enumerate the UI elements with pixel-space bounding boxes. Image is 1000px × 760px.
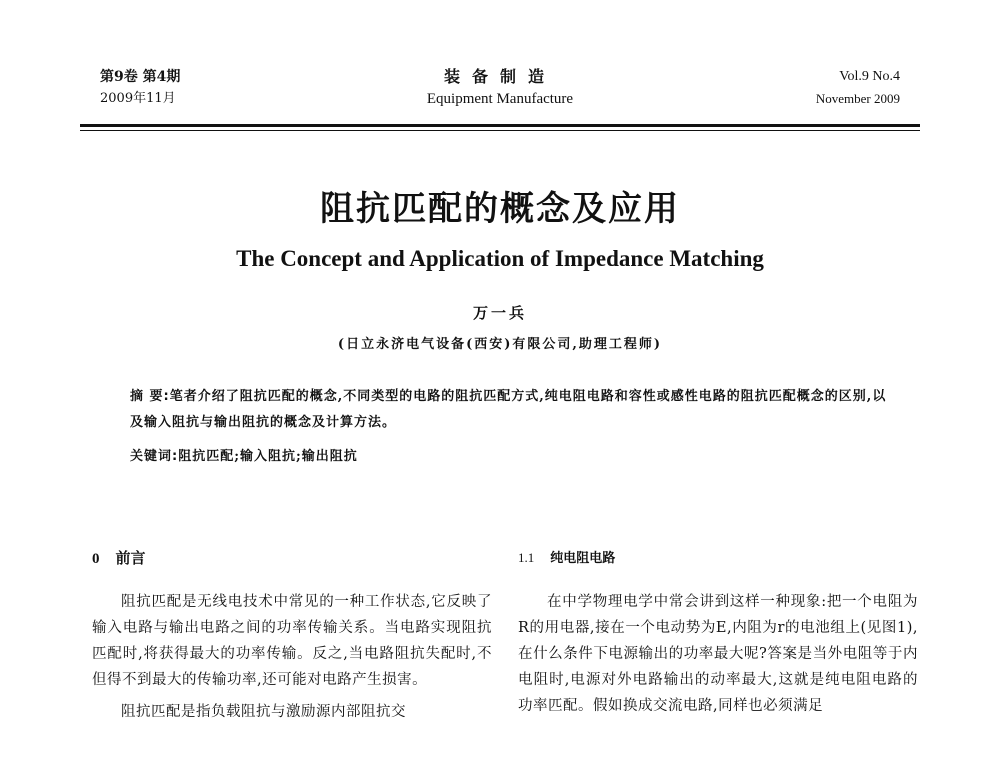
section-heading-preface <box>92 546 492 571</box>
header-volume-issue: 第9卷 第4期 <box>100 69 181 85</box>
right-column <box>518 546 918 760</box>
paper-title-zh: 阻抗匹配的概念及应用 <box>320 189 680 229</box>
paper-title-en: The Concept and Application of Impedance Matching <box>236 246 764 271</box>
keywords-text: 阻抗匹配;输入阻抗;输出阻抗 <box>178 449 358 464</box>
body-paragraph: 阻抗匹配是指负载阻抗与激励源内部阻抗交 <box>121 704 406 720</box>
subsection-number: 1.1 <box>518 550 535 565</box>
header-rule-thick <box>80 124 920 127</box>
body-paragraph: 在中学物理电学中常会讲到这样一种现象:把一个电阻为R的用电器,接在一个电动势为E,内阻为r的电池组上(见图1),在什么条件下电源输出的功率最大呢?答案是当外电阻等于内电阻时,电源对外电路输出的动率最大,这就是纯电阻电路的功率匹配。假如换成交流电路,同样也必须满足 <box>518 594 918 714</box>
journal-header <box>100 66 900 126</box>
header-date-zh: 2009年11月 <box>100 91 176 106</box>
author-affiliation: (日立永济电气设备(西安)有限公司,助理工程师) <box>337 337 663 352</box>
left-column <box>92 546 492 760</box>
keywords <box>130 444 890 470</box>
header-volume-issue-en: Vol.9 No.4 <box>839 69 900 84</box>
header-date-en: November 2009 <box>815 91 900 106</box>
abstract-text: 笔者介绍了阻抗匹配的概念,不同类型的电路的阻抗匹配方式,纯电阻电路和容性或感性电路的阻抗匹配概念的区别,以及输入阻抗与输出阻抗的概念及计算方法。 <box>130 389 887 430</box>
abstract <box>130 384 890 436</box>
header-rule-thin <box>80 130 920 131</box>
author-name: 万一兵 <box>472 304 527 322</box>
abstract-label: 摘 要: <box>130 389 170 404</box>
header-issue-info-en <box>816 66 900 110</box>
body-paragraph: 阻抗匹配是无线电技术中常见的一种工作状态,它反映了输入电路与输出电路之间的功率传输关系。当电路实现阻抗匹配时,将获得最大的功率传输。反之,当电路阻抗失配时,不但得不到最大的传输功率,还可能对电路产生损害。 <box>92 594 492 688</box>
section-title: 前言 <box>115 549 146 567</box>
journal-name-zh: 装备制造 <box>443 67 556 86</box>
keywords-label: 关键词: <box>130 449 179 464</box>
section-number: 0 <box>92 551 100 567</box>
subsection-heading-pure-resistance <box>518 546 918 571</box>
subsection-title: 纯电阻电路 <box>550 551 616 566</box>
header-journal-name <box>100 66 900 110</box>
journal-name-en: Equipment Manufacture <box>426 91 574 107</box>
